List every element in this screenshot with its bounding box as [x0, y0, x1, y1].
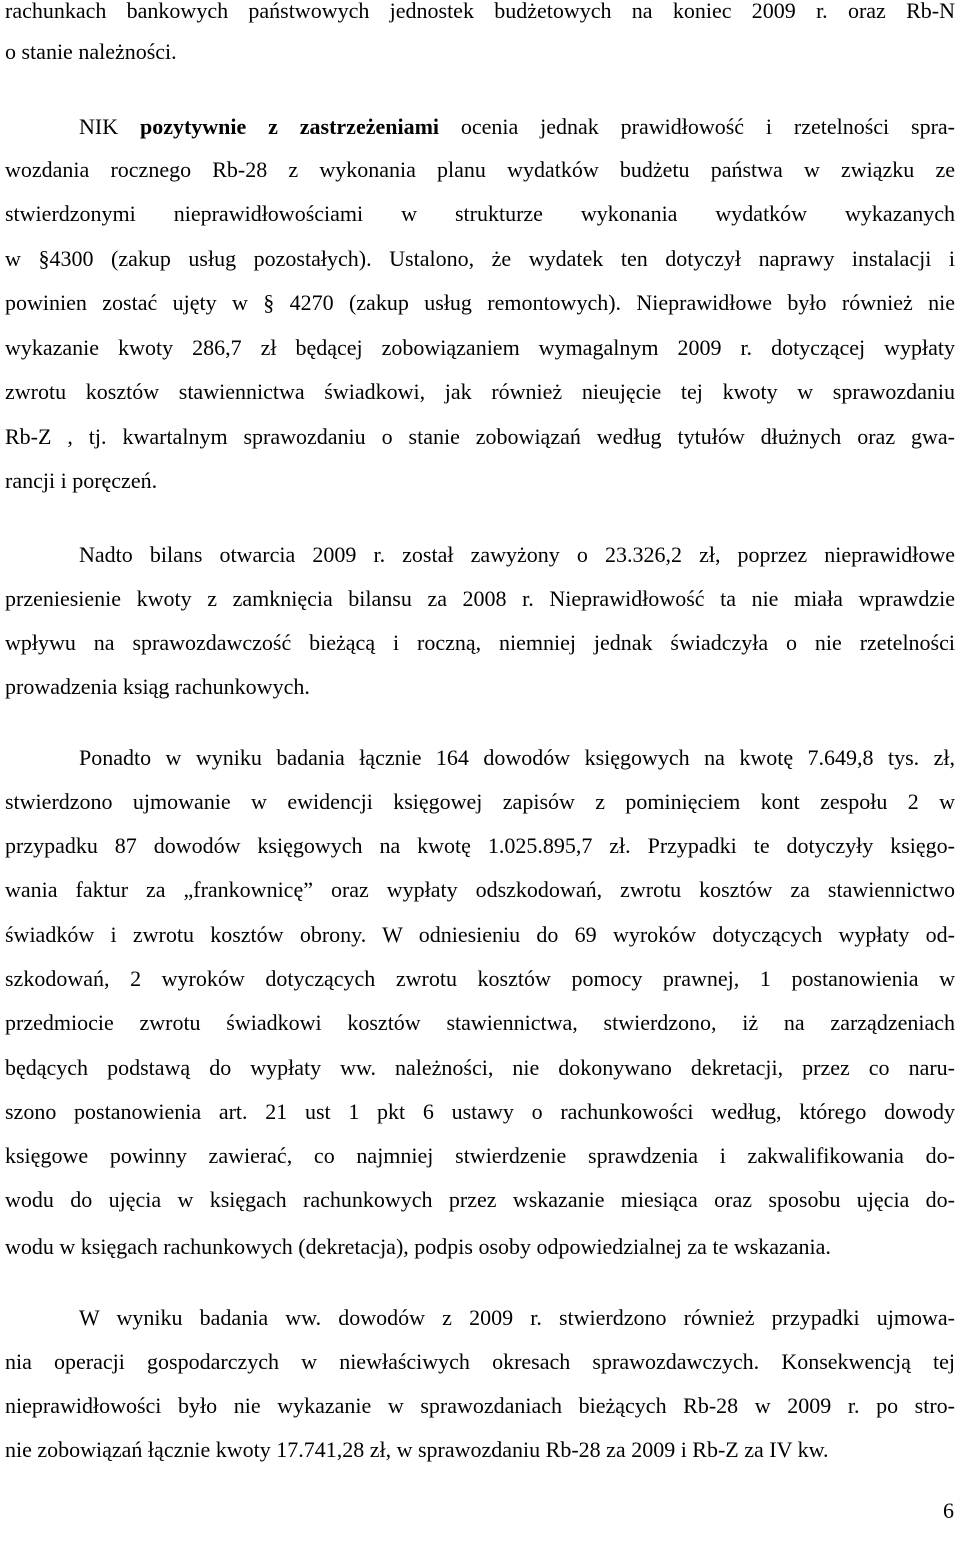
text-line: zwrotu kosztów stawiennictwa świadkowi, jak również nieujęcie tej kwoty w sprawozdaniu: [5, 379, 955, 404]
text-line: nieprawidłowości było nie wykazanie w sprawozdaniach bieżących Rb-28 w 2009 r. po stro-: [5, 1393, 955, 1418]
text-line: wania faktur za „frankownicę” oraz wypłaty odszkodowań, zwrotu kosztów za stawiennictwo: [5, 877, 955, 902]
text-line: wpływu na sprawozdawczość bieżącą i roczną, niemniej jednak świadczyła o nie rzetelności: [5, 630, 955, 655]
paragraph-first-line: [79, 112, 955, 142]
text-line: wykazanie kwoty 286,7 zł będącej zobowiązaniem wymagalnym 2009 r. dotyczącej wypłaty: [5, 335, 955, 360]
text-line: stwierdzono ujmowanie w ewidencji księgowej zapisów z pominięciem kont zespołu 2 w: [5, 789, 955, 814]
text-line: księgowe powinny zawierać, co najmniej stwierdzenie sprawdzenia i zakwalifikowania do-: [5, 1143, 955, 1168]
page-number: 6: [943, 1498, 954, 1523]
text-line: przedmiocie zwrotu świadkowi kosztów stawiennictwa, stwierdzono, iż na zarządzeniach: [5, 1010, 955, 1035]
text-line: wodu w księgach rachunkowych (dekretacja), podpis osoby odpowiedzialnej za te wskazania.: [5, 1234, 831, 1259]
text-line: rachunkach bankowych państwowych jednostek budżetowych na koniec 2009 r. oraz Rb-N: [5, 0, 955, 23]
text-line: świadków i zwrotu kosztów obrony. W odniesieniu do 69 wyroków dotyczących wypłaty od-: [5, 922, 955, 947]
text-line: przypadku 87 dowodów księgowych na kwotę 1.025.895,7 zł. Przypadki te dotyczyły księgo-: [5, 833, 955, 858]
text-line: szkodowań, 2 wyroków dotyczących zwrotu kosztów pomocy prawnej, 1 postanowienia w: [5, 966, 955, 991]
text-line: prowadzenia ksiąg rachunkowych.: [5, 674, 310, 699]
text-line: powinien zostać ujęty w § 4270 (zakup usług remontowych). Nieprawidłowe było również nie: [5, 290, 955, 315]
bold-phrase: pozytywnie z zastrzeżeniami: [139, 114, 440, 139]
text-span: NIK: [79, 114, 140, 139]
text-line: wodu do ujęcia w księgach rachunkowych przez wskazanie miesiąca oraz sposobu ujęcia do-: [5, 1187, 955, 1212]
paragraph-first-line: Ponadto w wyniku badania łącznie 164 dowodów księgowych na kwotę 7.649,8 tys. zł,: [79, 745, 955, 770]
text-line: w §4300 (zakup usług pozostałych). Ustalono, że wydatek ten dotyczył naprawy instalacji i: [5, 246, 955, 271]
text-line: rancji i poręczeń.: [5, 468, 158, 493]
text-line: stwierdzonymi nieprawidłowościami w strukturze wykonania wydatków wykazanych: [5, 201, 955, 226]
text-line: przeniesienie kwoty z zamknięcia bilansu za 2008 r. Nieprawidłowość ta nie miała wprawdzie: [5, 586, 955, 611]
text-line: Rb-Z , tj. kwartalnym sprawozdaniu o stanie zobowiązań według tytułów dłużnych oraz gwa-: [5, 424, 955, 449]
paragraph-first-line: W wyniku badania ww. dowodów z 2009 r. stwierdzono również przypadki ujmowa-: [79, 1305, 955, 1330]
paragraph-first-line: Nadto bilans otwarcia 2009 r. został zawyżony o 23.326,2 zł, poprzez nieprawidłowe: [79, 542, 955, 567]
text-line: szono postanowienia art. 21 ust 1 pkt 6 ustawy o rachunkowości według, którego dowody: [5, 1099, 955, 1124]
text-line: będących podstawą do wypłaty ww. należności, nie dokonywano dekretacji, przez co naru-: [5, 1055, 955, 1080]
text-span: ocenia jednak prawidłowość i rzetelności spra-: [439, 114, 955, 139]
text-line: o stanie należności.: [5, 39, 177, 64]
text-line: nie zobowiązań łącznie kwoty 17.741,28 zł, w sprawozdaniu Rb-28 za 2009 i Rb-Z za IV kw.: [5, 1437, 829, 1462]
text-line: wozdania rocznego Rb-28 z wykonania planu wydatków budżetu państwa w związku ze: [5, 157, 955, 182]
text-line: nia operacji gospodarczych w niewłaściwych okresach sprawozdawczych. Konsekwencją tej: [5, 1349, 955, 1374]
